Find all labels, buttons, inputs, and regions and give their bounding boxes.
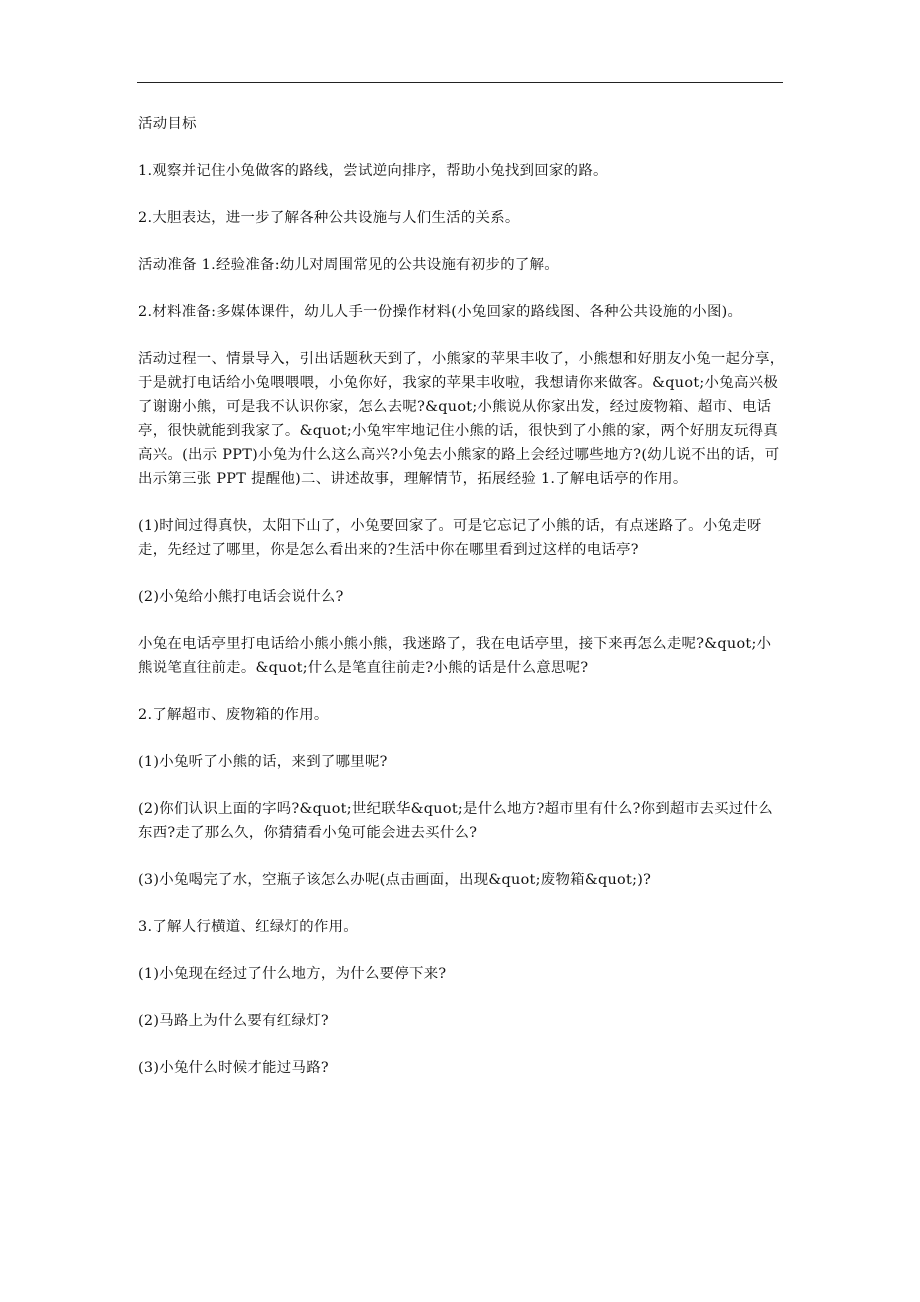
crosswalk-question-3: (3)小兔什么时候才能过马路? bbox=[138, 1060, 329, 1076]
supermarket-heading: 2.了解超市、废物箱的作用。 bbox=[138, 707, 329, 723]
phone-booth-question-2: (2)小兔给小熊打电话会说什么? bbox=[138, 589, 344, 605]
preparation-experience: 活动准备 1.经验准备:幼儿对周围常见的公共设施有初步的了解。 bbox=[138, 257, 560, 273]
crosswalk-heading: 3.了解人行横道、红绿灯的作用。 bbox=[138, 919, 358, 935]
crosswalk-question-2: (2)马路上为什么要有红绿灯? bbox=[138, 1013, 329, 1029]
goal-item-1: 1.观察并记住小兔做客的路线，尝试逆向排序，帮助小兔找到回家的路。 bbox=[138, 163, 608, 179]
header-rule bbox=[137, 82, 783, 83]
supermarket-question-1: (1)小兔听了小熊的话，来到了哪里呢? bbox=[138, 754, 388, 770]
phone-booth-question-1: (1)时间过得真快，太阳下山了，小兔要回家了。可是它忘记了小熊的话，有点迷路了。小兔走呀走，先经过了哪里，你是怎么看出来的?生活中你在哪里看到过这样的电话亭? bbox=[138, 518, 762, 558]
document-body bbox=[138, 112, 786, 1103]
supermarket-question-2: (2)你们认识上面的字吗?&quot;世纪联华&quot;是什么地方?超市里有什么?你到超市去买过什么东西?走了那么久，你猜猜看小兔可能会进去买什么? bbox=[138, 801, 773, 841]
section-heading-goals: 活动目标 bbox=[138, 116, 197, 132]
crosswalk-question-1: (1)小兔现在经过了什么地方，为什么要停下来? bbox=[138, 966, 447, 982]
preparation-materials: 2.材料准备:多媒体课件，幼儿人手一份操作材料(小兔回家的路线图、各种公共设施的小图)。 bbox=[138, 304, 743, 320]
process-intro-paragraph: 活动过程一、情景导入，引出话题秋天到了，小熊家的苹果丰收了，小熊想和好朋友小兔一起分享，于是就打电话给小兔喂喂喂，小兔你好，我家的苹果丰收啦，我想请你来做客。&quot;小兔高兴极了谢谢小熊，可是我不认识你家，怎么去呢?&quot;小熊说从你家出发，经过废物箱、超市、电话亭，很快就能到我家了。&quot;小兔牢牢地记住小熊的话，很快到了小熊的家，两个好朋友玩得真高兴。(出示 PPT)小兔为什么这么高兴?小兔去小熊家的路上会经过哪些地方?(幼儿说不出的话，可出示第三张 PPT 提醒他)二、讲述故事，理解情节，拓展经验 1.了解电话亭的作用。 bbox=[138, 351, 785, 487]
supermarket-question-3: (3)小兔喝完了水，空瓶子该怎么办呢(点击画面，出现&quot;废物箱&quot;)? bbox=[138, 872, 652, 888]
goal-item-2: 2.大胆表达，进一步了解各种公共设施与人们生活的关系。 bbox=[138, 210, 520, 226]
phone-call-story: 小兔在电话亭里打电话给小熊小熊小熊，我迷路了，我在电话亭里，接下来再怎么走呢?&quot;小熊说笔直往前走。&quot;什么是笔直往前走?小熊的话是什么意思呢? bbox=[138, 636, 772, 676]
